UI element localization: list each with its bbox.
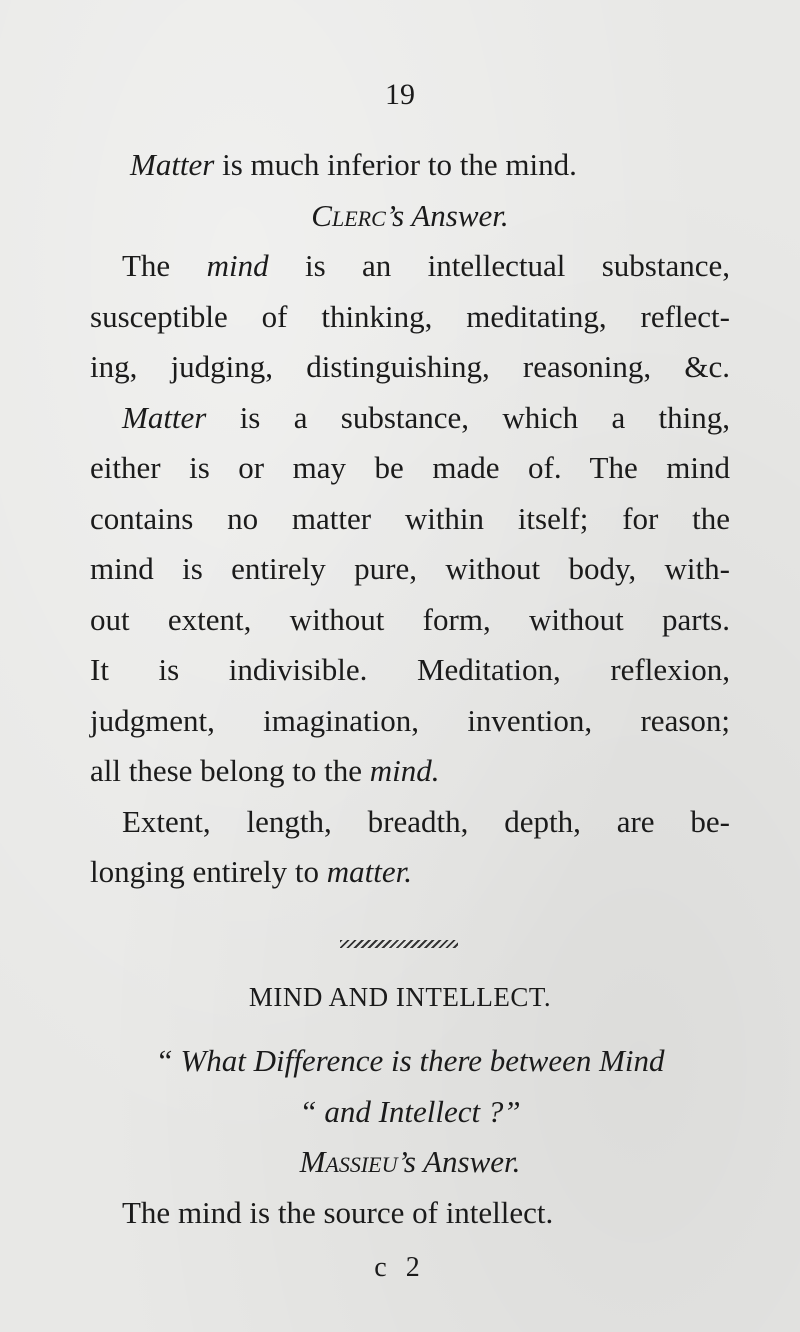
line-text: The <box>122 248 207 283</box>
massieu-answer-heading <box>90 1137 730 1188</box>
section-heading: MIND AND INTELLECT. <box>248 982 552 1012</box>
line-text: all these belong to the <box>90 753 370 788</box>
line-text: is a substance, which a thing, <box>206 399 730 435</box>
possessive: ’s <box>397 1144 424 1179</box>
page-number: 19 <box>385 78 415 111</box>
decorative-divider <box>340 940 458 948</box>
body-text <box>90 140 730 898</box>
italic-word: matter. <box>326 854 413 889</box>
text-line <box>90 241 730 292</box>
answer-label: Answer. <box>423 1144 521 1179</box>
text-line: either is or may be made of. The mind <box>90 450 730 485</box>
italic-word: Matter <box>130 147 215 182</box>
text-line: contains no matter within itself; for the <box>90 500 730 536</box>
question-line-1: “ What Difference is there between Mind <box>155 1043 665 1078</box>
text-line: It is indivisible. Meditation, reflexion, <box>90 652 730 687</box>
text-line: susceptible of thinking, meditating, reflect- <box>90 298 730 334</box>
text-line: out extent, without form, without parts. <box>90 601 730 637</box>
text-line: ing, judging, distinguishing, reasoning, &c. <box>90 349 730 384</box>
italic-word: mind <box>206 248 269 283</box>
italic-word: Matter <box>122 399 207 435</box>
line-text: longing entirely to <box>90 854 327 889</box>
question-block <box>90 1036 730 1238</box>
possessive: ’s <box>385 197 412 233</box>
answer-label: Answer. <box>411 197 509 233</box>
text-line <box>90 847 730 898</box>
italic-word: mind. <box>369 753 440 788</box>
line-text: is much inferior to the mind. <box>214 147 577 182</box>
speaker-name: Massieu <box>299 1144 398 1179</box>
text-line <box>90 746 730 797</box>
clerc-answer-heading <box>90 191 730 242</box>
speaker-name: Clerc <box>311 197 386 233</box>
final-answer-line: The mind is the source of intellect. <box>122 1194 554 1230</box>
text-line: mind is entirely pure, without body, with- <box>90 551 730 586</box>
text-line <box>90 393 730 444</box>
text-line <box>90 140 730 191</box>
signature-mark: c 2 <box>374 1252 426 1283</box>
text-line: Extent, length, breadth, depth, are be- <box>122 803 730 839</box>
text-line: judgment, imagination, invention, reason; <box>90 702 730 738</box>
line-text: is an intellectual substance, <box>268 248 730 283</box>
question-line-2: “ and Intellect ?” <box>299 1093 521 1129</box>
